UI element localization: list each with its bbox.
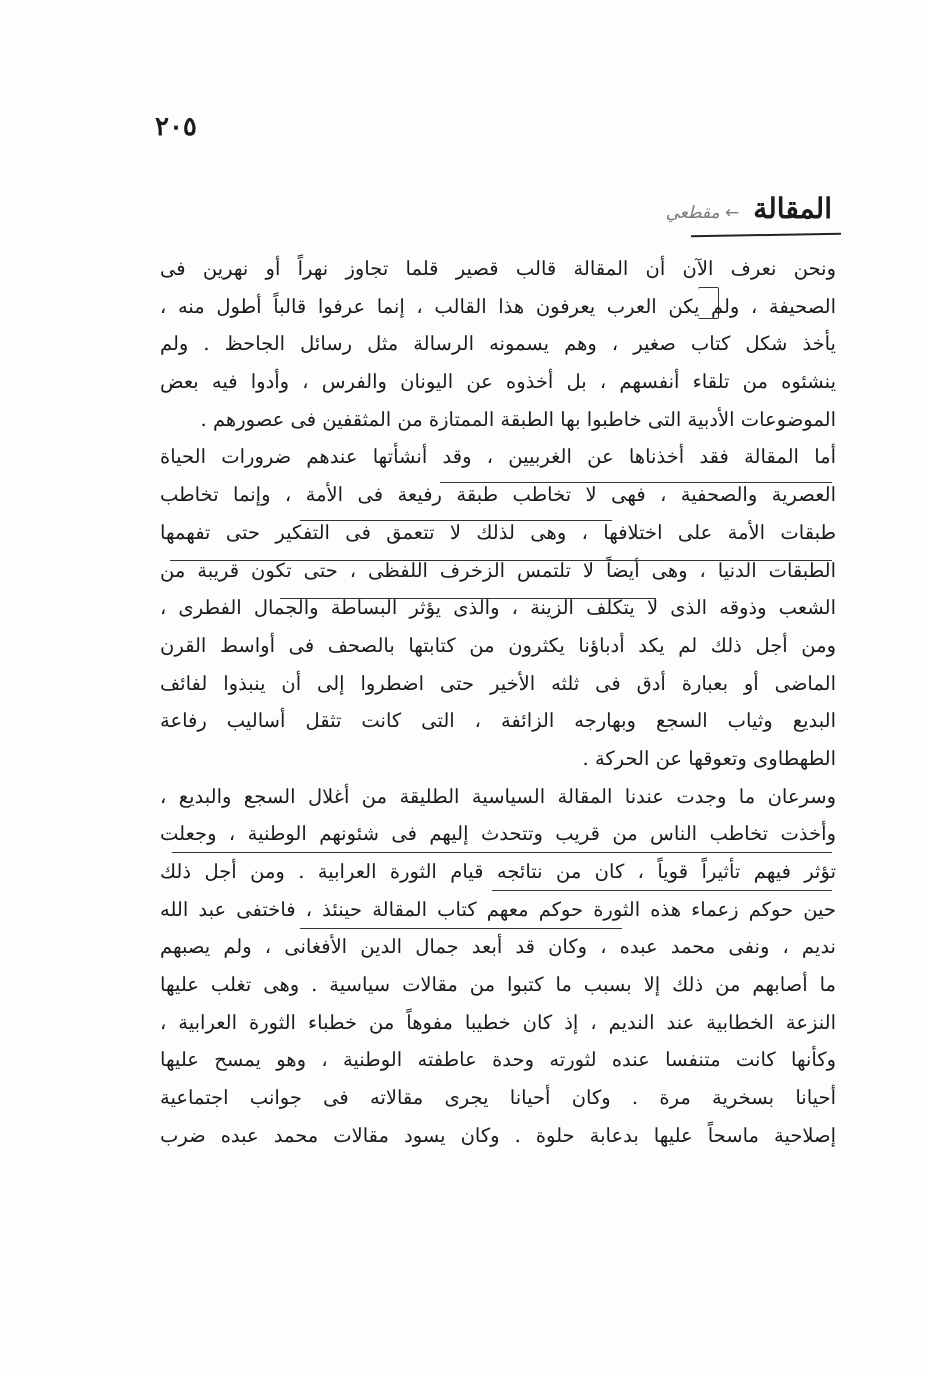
text-line: الموضوعات الأدبية التى خاطبوا بها الطبقة الممتازة من المثقفين فى عصورهم .: [200, 407, 836, 431]
handwritten-underline: [280, 598, 656, 599]
text-line: البديع وثياب السجع وبهارجه الزائفة ، التى كانت تثقل أساليب رفاعة: [160, 709, 836, 733]
text-line: الشعب وذوقه الذى لا يتكلف الزينة ، والذى يؤثر البساطة والجمال الفطرى ،: [160, 596, 836, 620]
text-line: الطبقات الدنيا ، وهى أيضاً لا تلتمس الزخرف اللفظى ، حتى تكون قريبة من: [160, 558, 836, 582]
text-line: العصرية والصحفية ، فهى لا تخاطب طبقة رفيعة فى الأمة ، وإنما تخاطب: [160, 483, 836, 507]
text-line: يأخذ شكل كتاب صغير ، وهم يسمونه الرسالة مثل رسائل الجاحظ . ولم: [160, 332, 836, 356]
handwritten-underline: [172, 852, 832, 853]
handwritten-underline: [170, 560, 832, 561]
text-line: نديم ، ونفى محمد عبده ، وكان قد أبعد جمال الدين الأفغانى ، ولم يصبهم: [160, 935, 836, 959]
text-line: الطهطاوى وتعوقها عن الحركة .: [582, 746, 836, 770]
text-line: إصلاحية ماسحاً عليها بدعابة حلوة . وكان يسود مقالات محمد عبده ضرب: [160, 1123, 836, 1147]
text-line: وسرعان ما وجدت عندنا المقالة السياسية الطليقة من أغلال السجع والبديع ،: [160, 784, 836, 808]
text-line: ومن أجل ذلك لم يكد أدباؤنا يكثرون من كتابتها بالصحف فى أواسط القرن: [160, 633, 836, 657]
text-line: ما أصابهم من ذلك إلا بسبب ما كتبوا من مقالات سياسية . وهى تغلب عليها: [160, 973, 836, 997]
text-line: الماضى أو بعبارة أدق فى ثلثه الأخير حتى اضطروا إلى أن ينبذوا لفائف: [160, 671, 836, 695]
section-title: المقالة: [753, 192, 832, 225]
text-line: أما المقالة فقد أخذناها عن الغربيين ، وقد أنشأتها عندهم ضرورات الحياة: [160, 445, 836, 469]
text-line: وكأنها كانت متنفسا عنده لثورته وحدة عاطفته الوطنية ، وهو يمسح عليها: [160, 1048, 836, 1072]
text-line: أحيانا بسخرية مرة . وكان أحيانا يجرى مقالاته فى جوانب اجتماعية: [160, 1086, 836, 1110]
section-header: [666, 192, 832, 225]
handwritten-underline: [300, 520, 612, 521]
page-number: ٢٠٥: [155, 112, 197, 142]
handwritten-underline: [300, 928, 622, 929]
text-line: حين حوكم زعماء هذه الثورة حوكم معهم كتاب المقالة حينئذ ، فاختفى عبد الله: [160, 897, 836, 921]
body-text: [160, 250, 836, 1155]
text-line: الصحيفة ، ولم يكن العرب يعرفون هذا القالب ، إنما عرفوا قالباً أطول منه ،: [160, 294, 836, 318]
text-line: تؤثر فيهم تأثيراً قوياً ، كان من نتائجه قيام الثورة العرابية . ومن أجل ذلك: [160, 860, 836, 883]
text-line: طبقات الأمة على اختلافها ، وهى لذلك لا تتعمق فى التفكير حتى تفهمها: [160, 520, 836, 544]
handwritten-underline: [492, 890, 832, 891]
text-line: ونحن نعرف الآن أن المقالة قالب قصير قلما تجاوز نهراً أو نهرين فى: [160, 257, 836, 280]
title-underline: [691, 233, 841, 238]
handwritten-underline: [440, 482, 832, 483]
text-line: النزعة الخطابية عند النديم ، إذ كان خطيبا مفوهاً من خطباء الثورة العرابية ،: [160, 1010, 836, 1034]
text-line: ينشئوه من تلقاء أنفسهم ، بل أخذوه عن اليونان والفرس ، وأدوا فيه بعض: [160, 370, 836, 394]
handwritten-margin-note: ← مقطعي: [665, 203, 740, 223]
text-line: وأخذت تخاطب الناس من قريب وتتحدث إليهم فى شئونهم الوطنية ، وجعلت: [160, 822, 836, 846]
